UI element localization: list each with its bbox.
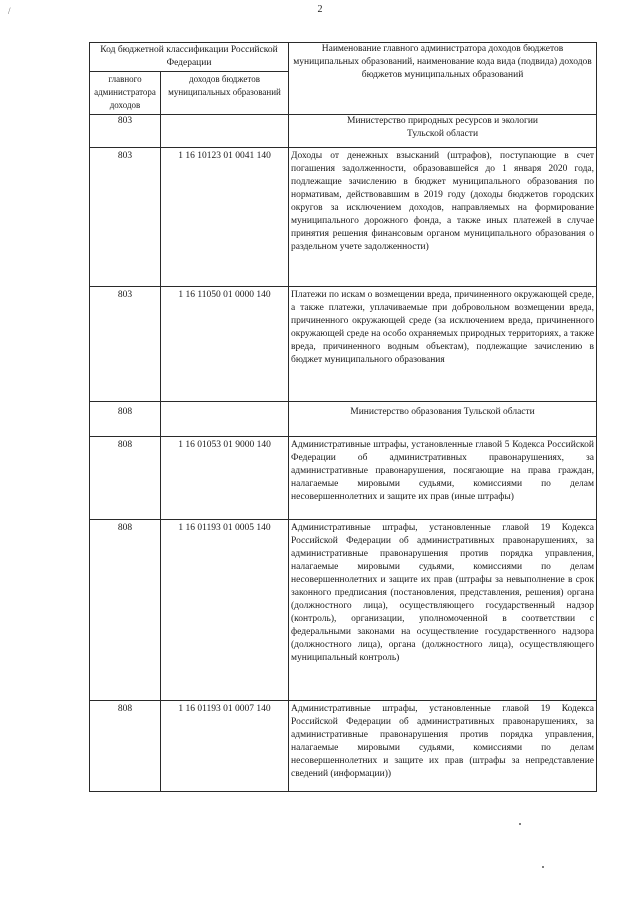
- revenue-code-cell: 1 16 10123 01 0041 140: [161, 148, 289, 287]
- admin-code-cell: 808: [90, 520, 161, 701]
- table-row: [90, 115, 597, 148]
- table-row: [90, 402, 597, 437]
- revenue-name-cell: Платежи по искам о возмещении вреда, причиненного окружающей среде, а также платежи, уплачиваемые при добровольном возмещении вреда, причиненного окружающей среде (за исключением вреда, причиненного окружающей среде на особо охраняемых природных территориях, а также вреда, причиненного водным объектам), подлежащие зачислению в бюджет муниципального образования: [289, 287, 597, 402]
- name-header: Наименование главного администратора доходов бюджетов муниципальных образований, наименование кода вида (подвида) доходов бюджетов муниципальных образований: [289, 43, 597, 115]
- revenue-name-cell: Административные штрафы, установленные главой 19 Кодекса Российской Федерации об административных правонарушениях, за административные правонарушения против порядка управления, налагаемые мировыми судьями, комиссиями по делам несовершеннолетних и защите их прав (штрафы за невыполнение в срок законного предписания (постановления, представления, решения) органа (должностного лица), осуществляющего государственный надзор (контроль), организации, уполномоченной в соответствии с федеральными законами на осуществление государственного надзора (должностного лица), органа (должностного лица), осуществляющего муниципальный контроль): [289, 520, 597, 701]
- revenue-code-cell: [161, 402, 289, 437]
- table-row: [90, 437, 597, 520]
- admin-code-cell: 808: [90, 437, 161, 520]
- revenue-code-cell: 1 16 01053 01 9000 140: [161, 437, 289, 520]
- scan-speck: [542, 866, 544, 868]
- table-row: [90, 287, 597, 402]
- admin-code-header: главного администратора доходов: [90, 72, 161, 115]
- revenue-name-cell: Административные штрафы, установленные главой 5 Кодекса Российской Федерации об административных правонарушениях, за административные правонарушения, посягающие на права граждан, налагаемые мировыми судьями, комиссиями по делам несовершеннолетних и защите их прав (иные штрафы): [289, 437, 597, 520]
- section-title: Министерство природных ресурсов и экологии Тульской области: [289, 115, 597, 148]
- admin-code-cell: 803: [90, 115, 161, 148]
- budget-classification-table: [89, 42, 597, 792]
- admin-code-cell: 803: [90, 148, 161, 287]
- revenue-name-cell: Административные штрафы, установленные главой 19 Кодекса Российской Федерации об административных правонарушениях, за административные правонарушения против порядка управления, налагаемые мировыми судьями, комиссиями по делам несовершеннолетних и защите их прав (штрафы за непредставление сведений (информации)): [289, 701, 597, 792]
- table-row: [90, 701, 597, 792]
- table-row: [90, 148, 597, 287]
- revenue-code-cell: 1 16 01193 01 0005 140: [161, 520, 289, 701]
- table-row: [90, 520, 597, 701]
- margin-mark: /: [8, 6, 11, 16]
- revenue-code-header: доходов бюджетов муниципальных образований: [161, 72, 289, 115]
- admin-code-cell: 808: [90, 402, 161, 437]
- scan-speck: [519, 823, 521, 825]
- revenue-code-cell: 1 16 11050 01 0000 140: [161, 287, 289, 402]
- header-row-1: [90, 43, 597, 72]
- admin-code-cell: 808: [90, 701, 161, 792]
- revenue-code-cell: [161, 115, 289, 148]
- revenue-code-cell: 1 16 01193 01 0007 140: [161, 701, 289, 792]
- admin-code-cell: 803: [90, 287, 161, 402]
- revenue-name-cell: Доходы от денежных взысканий (штрафов), поступающие в счет погашения задолженности, образовавшейся до 1 января 2020 года, подлежащие зачислению в бюджет муниципального образования по нормативам, действовавшим в 2019 году (доходы бюджетов городских округов за исключением доходов, направляемых на формирование муниципального дорожного фонда, а также иных платежей в случае принятия решения финансовым органом муниципального образования о раздельном учете задолженности): [289, 148, 597, 287]
- page-number: 2: [317, 4, 323, 15]
- section-title: Министерство образования Тульской области: [289, 402, 597, 437]
- code-header: Код бюджетной классификации Российской Федерации: [90, 43, 289, 72]
